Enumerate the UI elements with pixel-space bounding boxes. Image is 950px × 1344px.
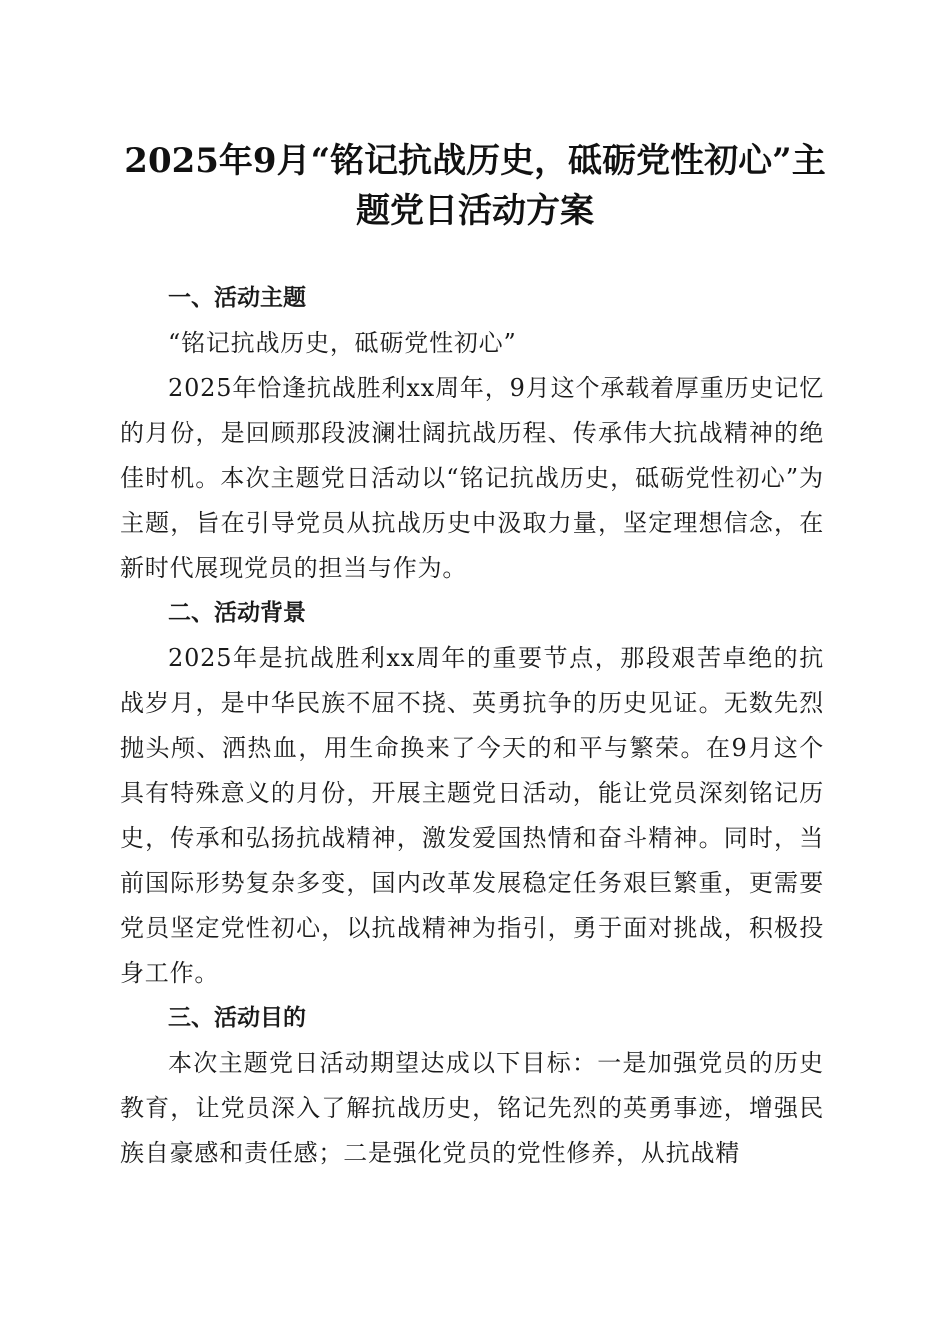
document-title: 2025年9月“铭记抗战历史，砥砺党性初心”主题党日活动方案 bbox=[124, 141, 826, 231]
section-heading: 一、活动主题 bbox=[168, 285, 306, 311]
section-heading: 三、活动目的 bbox=[168, 1005, 306, 1031]
section-activity-purpose bbox=[120, 996, 824, 1176]
section-activity-theme bbox=[120, 276, 824, 591]
body-paragraph: 本次主题党日活动期望达成以下目标：一是加强党员的历史教育，让党员深入了解抗战历史，铭记先烈的英勇事迹，增强民族自豪感和责任感；二是强化党员的党性修养，从抗战精 bbox=[120, 1049, 824, 1167]
body-paragraph: 2025年恰逢抗战胜利xx周年，9月这个承载着厚重历史记忆的月份，是回顾那段波澜壮阔抗战历程、传承伟大抗战精神的绝佳时机。本次主题党日活动以“铭记抗战历史，砥砺党性初心”为主题，旨在引导党员从抗战历史中汲取力量，坚定理想信念，在新时代展现党员的担当与作为。 bbox=[120, 374, 824, 582]
body-paragraph: 2025年是抗战胜利xx周年的重要节点，那段艰苦卓绝的抗战岁月，是中华民族不屈不挠、英勇抗争的历史见证。无数先烈抛头颅、洒热血，用生命换来了今天的和平与繁荣。在9月这个具有特殊意义的月份，开展主题党日活动，能让党员深刻铭记历史，传承和弘扬抗战精神，激发爱国热情和奋斗精神。同时，当前国际形势复杂多变，国内改革发展稳定任务艰巨繁重，更需要党员坚定党性初心，以抗战精神为指引，勇于面对挑战，积极投身工作。 bbox=[120, 644, 824, 987]
theme-slogan: “铭记抗战历史，砥砺党性初心” bbox=[168, 329, 517, 357]
section-activity-background bbox=[120, 591, 824, 996]
section-heading: 二、活动背景 bbox=[168, 600, 306, 626]
document-body bbox=[120, 276, 824, 1176]
